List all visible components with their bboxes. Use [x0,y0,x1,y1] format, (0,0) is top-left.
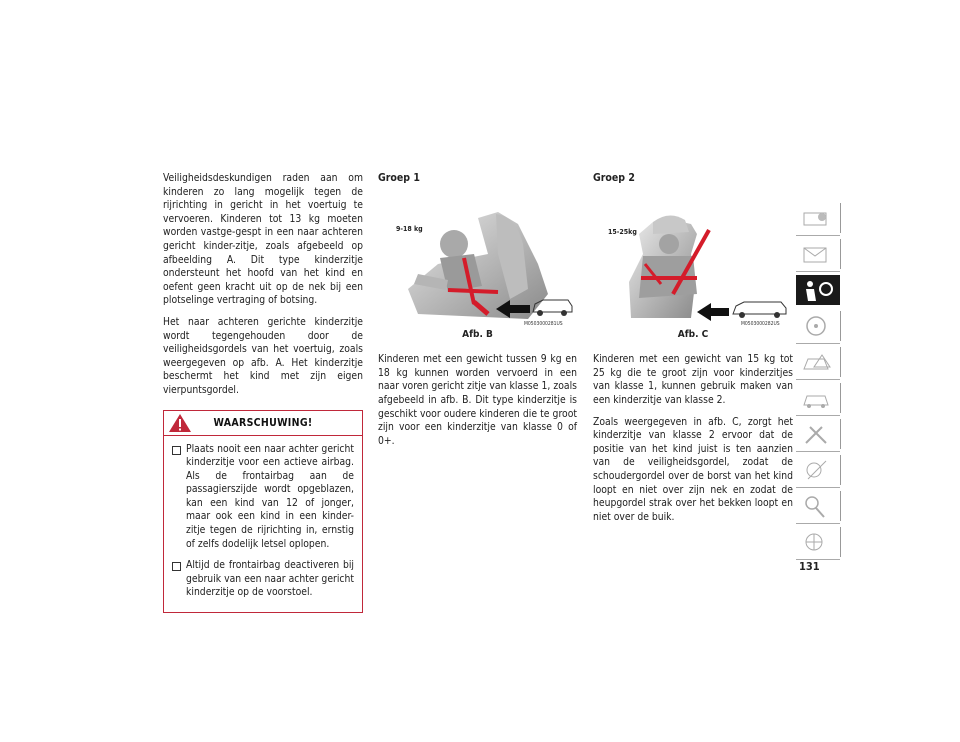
warning-item: Plaats nooit een naar achter gericht kinderzitje voor een actieve airbag. Als de frontairbag aan de passagierszijde wordt opgeblazen, kan een kind van 12 of jonger, maar ook een kind in een kinder-zitje tegen de rijrichting in, ernstig of zelfs dodelijk letsel oplopen. [172,443,354,552]
warning-box [163,410,363,614]
tab-envelope-icon[interactable] [796,239,841,269]
group-1-paragraph: Kinderen met een gewicht tussen 9 kg en 18 kg kunnen worden vervoerd in een naar voren gericht zitje van klasse 1, zoals afgebeeld in afb. B. Dit type kinderzitje is geschikt voor oudere kinderen die te groot zijn voor een kinderzitje van klasse 0 of 0+. [378,353,577,447]
booster-seat-illustration [593,194,793,322]
warning-item: Altijd de frontairbag deactiveren bij gebruik van een naar achter gericht kinderzitje op de voorstoel. [172,559,354,600]
warning-header [164,411,362,436]
tab-tools-icon[interactable] [796,419,841,449]
tab-dashboard-gauges-icon[interactable] [796,203,841,233]
figure-caption: Afb. C [677,328,709,340]
column-3 [593,172,793,532]
tab-language-icon[interactable] [796,527,841,557]
column-1 [163,172,363,613]
figure-code: M0503000281US [524,320,563,327]
warning-title: WAARSCHUWING! [213,416,313,429]
group-2-paragraph-2: Zoals weergegeven in afb. C, zorgt het kinderzitje van klasse 2 ervoor dat de positie van het kind juist is ten aanzien van de veiligheidsgordel, zodat de schoudergordel over de borst van het kind loopt en niet over zijn nek en zodat de heupgordel strak over het bekken loopt en niet over de buik. [593,415,793,523]
page-number: 131 [799,560,820,573]
figure-code: M0503000282US [741,320,780,327]
weight-label: 9-18 kg [396,224,423,233]
tab-search-icon[interactable] [796,491,841,521]
figure-caption: Afb. B [462,328,493,340]
tab-car-service-icon[interactable] [796,383,841,413]
chapter-tabs [796,203,840,543]
tab-airbag-safety-icon[interactable] [796,275,840,305]
checkbox-bullet-icon [172,446,181,455]
checkbox-bullet-icon [172,562,181,571]
forward-facing-seat-illustration [378,194,577,322]
tab-specifications-icon[interactable] [796,455,841,485]
intro-paragraph: Veiligheidsdeskundigen raden aan om kinderen zo lang mogelijk tegen de rijrichting in gericht in het voertuig te vervoeren. Kinderen tot 13 kg moeten worden vastge-gespt in een naar achteren gericht kinder-zitje, zoals afgebeeld op afbeelding A. Dit type kinderzitje ondersteunt het hoofd van het kind en oefent geen kracht uit op de nek bij een plotselinge vertraging of botsing. [163,172,363,307]
warning-triangle-icon [168,413,192,433]
tab-steering-wheel-icon[interactable] [796,311,841,341]
column-2 [378,172,577,456]
figure-b [378,194,577,327]
group-2-paragraph-1: Kinderen met een gewicht van 15 kg tot 25 kg die te groot zijn voor kinderzitjes van klasse 1, kunnen gebruik maken van een kinderzitje van klasse 2. [593,353,793,406]
section-heading-groep-1: Groep 1 [378,172,420,184]
section-heading-groep-2: Groep 2 [593,172,635,184]
rear-facing-paragraph: Het naar achteren gerichte kinderzitje wordt tegengehouden door de veiligheidsgordels van het voertuig, zoals weergegeven op afb. A. Het kinderzitje beschermt het kind met zijn eigen vierpuntsgordel. [163,315,363,396]
figure-c [593,194,793,327]
tab-warning-car-icon[interactable] [796,347,841,377]
weight-label: 15-25kg [608,227,637,236]
